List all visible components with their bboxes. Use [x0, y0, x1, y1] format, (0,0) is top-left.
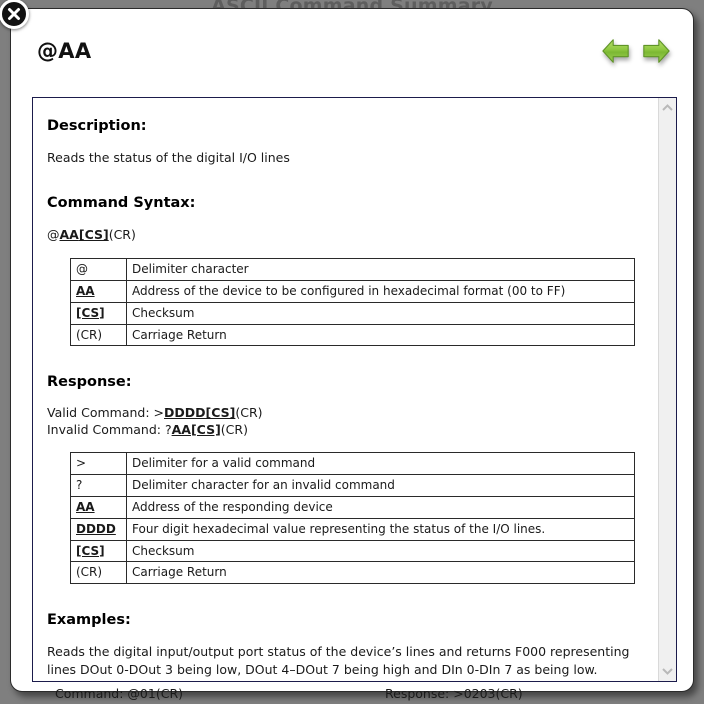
description-heading: Description: — [47, 118, 147, 134]
table-cell-key: (CR) — [71, 562, 127, 584]
table-cell-description: Carriage Return — [127, 562, 635, 584]
invalid-command-aa: AA — [171, 421, 191, 437]
example-command: Command: @01(CR) — [55, 685, 184, 701]
syntax-cs: [CS] — [78, 227, 109, 243]
code-token: [CS] — [76, 305, 105, 320]
command-syntax-line — [47, 226, 642, 244]
page-title: @AA — [37, 39, 92, 63]
close-icon[interactable] — [0, 0, 29, 29]
table-cell-key: (CR) — [71, 324, 127, 346]
valid-command-line — [47, 405, 642, 422]
response-table-body — [71, 453, 635, 584]
table-cell-description: Address of the responding device — [127, 497, 635, 519]
table-row — [71, 259, 635, 281]
valid-command-dddd: DDDD — [164, 405, 206, 421]
table-cell-description: Delimiter for a valid command — [127, 453, 635, 475]
invalid-command-cs: [CS] — [190, 421, 221, 437]
examples-text: Reads the digital input/output port status of the device’s lines and returns F000 representing lines DOut 0-DOut 3 being low, DOut 4–DOut 7 being high and DIn 0-DIn 7 as being low. — [47, 644, 630, 678]
table-row — [71, 475, 635, 497]
table-cell-description: Delimiter character for an invalid command — [127, 475, 635, 497]
examples-heading: Examples: — [47, 612, 131, 629]
command-syntax-table-body — [71, 259, 635, 346]
table-row — [71, 540, 635, 562]
arrow-left-icon[interactable] — [601, 36, 631, 66]
document-content — [33, 98, 658, 701]
chevron-up-icon[interactable] — [659, 100, 676, 116]
response-heading: Response: — [47, 374, 132, 391]
code-token: AA — [76, 284, 95, 299]
code-token: AA — [76, 500, 95, 515]
syntax-cr: (CR) — [108, 227, 136, 243]
table-row — [71, 281, 635, 303]
table-cell-key: > — [71, 453, 127, 475]
syntax-prefix: @ — [47, 227, 60, 243]
response-table — [70, 452, 635, 584]
description-text: Reads the status of the digital I/O lines — [47, 150, 290, 166]
dialog-header — [11, 9, 693, 87]
command-syntax-heading: Command Syntax: — [47, 195, 196, 212]
table-cell-key — [71, 302, 127, 324]
code-token: DDDD — [76, 521, 116, 536]
example-exchange-row — [47, 685, 642, 703]
table-row — [71, 302, 635, 324]
valid-command-cs: [CS] — [205, 405, 236, 421]
table-cell-description: Four digit hexadecimal value representing the status of the I/O lines. — [127, 518, 635, 540]
table-cell-key — [71, 518, 127, 540]
table-row — [71, 562, 635, 584]
command-detail-dialog — [10, 8, 694, 701]
example-response: Response: >0203(CR) — [385, 685, 523, 701]
vertical-scrollbar[interactable] — [658, 98, 676, 681]
table-row — [71, 324, 635, 346]
table-cell-description: Delimiter character — [127, 259, 635, 281]
table-cell-description: Address of the device to be configured in hexadecimal format (00 to FF) — [127, 281, 635, 303]
table-cell-key: ? — [71, 475, 127, 497]
valid-command-cr: (CR) — [235, 405, 263, 421]
response-lines — [47, 405, 642, 438]
table-row — [71, 453, 635, 475]
content-panel — [32, 97, 677, 701]
table-cell-key — [71, 540, 127, 562]
table-cell-description: Carriage Return — [127, 324, 635, 346]
navigation-arrows — [601, 36, 671, 66]
table-cell-key — [71, 281, 127, 303]
table-cell-description: Checksum — [127, 540, 635, 562]
command-syntax-table — [70, 258, 635, 346]
table-row — [71, 497, 635, 519]
arrow-right-icon[interactable] — [641, 36, 671, 66]
syntax-aa: AA — [59, 227, 79, 243]
code-token: [CS] — [76, 543, 105, 558]
invalid-command-line — [47, 422, 642, 439]
table-row — [71, 518, 635, 540]
table-cell-description: Checksum — [127, 302, 635, 324]
valid-command-label: Valid Command: > — [47, 405, 164, 421]
invalid-command-label: Invalid Command: ? — [47, 421, 172, 437]
page-behind-title — [0, 0, 704, 6]
chevron-down-icon[interactable] — [659, 663, 676, 679]
table-cell-key: @ — [71, 259, 127, 281]
table-cell-key — [71, 497, 127, 519]
invalid-command-cr: (CR) — [220, 421, 248, 437]
